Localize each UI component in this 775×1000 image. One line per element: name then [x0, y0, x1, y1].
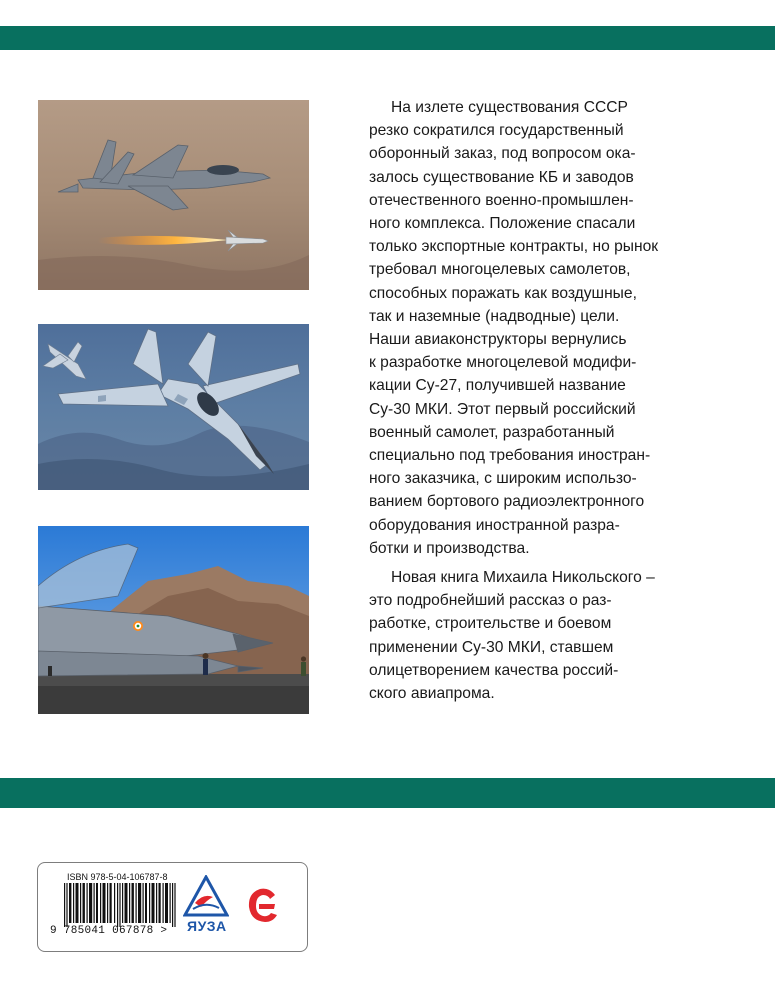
bottom-color-band [0, 778, 775, 808]
top-color-band [0, 26, 775, 50]
paragraph-2: Новая книга Михаила Никольского – это подробнейший рассказ о раз- работке, строительстве и боевом применении Су-30 МКИ, ставшем олицетворением качества россий- ского авиапрома. [369, 569, 655, 703]
yauza-logo-text: ЯУЗА [187, 918, 227, 934]
photo-su30-missile-launch [38, 100, 309, 290]
barcode-icon [64, 883, 182, 927]
isbn-label: ISBN 978-5-04-106787-8 [67, 872, 168, 882]
paragraph-1: На излете существования СССР резко сократился государственный оборонный заказ, под вопросом ока- залось существование КБ и заводов отечественного военно-промышлен- ного комплекса. Положение спасали только экспортные контракты, но рынок требовал многоцелевых самолетов, способных поражать как воздушные, так и наземные (надводные) цели. Наши авиаконструкторы вернулись к разработке многоцелевой модифи- кации Су-27, получившей название Су-30 МКИ. Этот первый российский военный самолет, разработанный специально под требования иностран- ного заказчика, с широким использо- ванием бортового радиоэлектронного оборудования иностранной разра- ботки и производства. [369, 99, 659, 557]
photo-su30-banking-flight [38, 324, 309, 490]
annotation-text [369, 96, 681, 711]
yauza-logo-icon [183, 875, 229, 921]
eksmo-logo-icon [245, 885, 281, 925]
photo-su30-on-airfield [38, 526, 309, 714]
barcode-digits: 9 785041 067878 > [50, 925, 168, 937]
isbn-box [37, 862, 308, 952]
